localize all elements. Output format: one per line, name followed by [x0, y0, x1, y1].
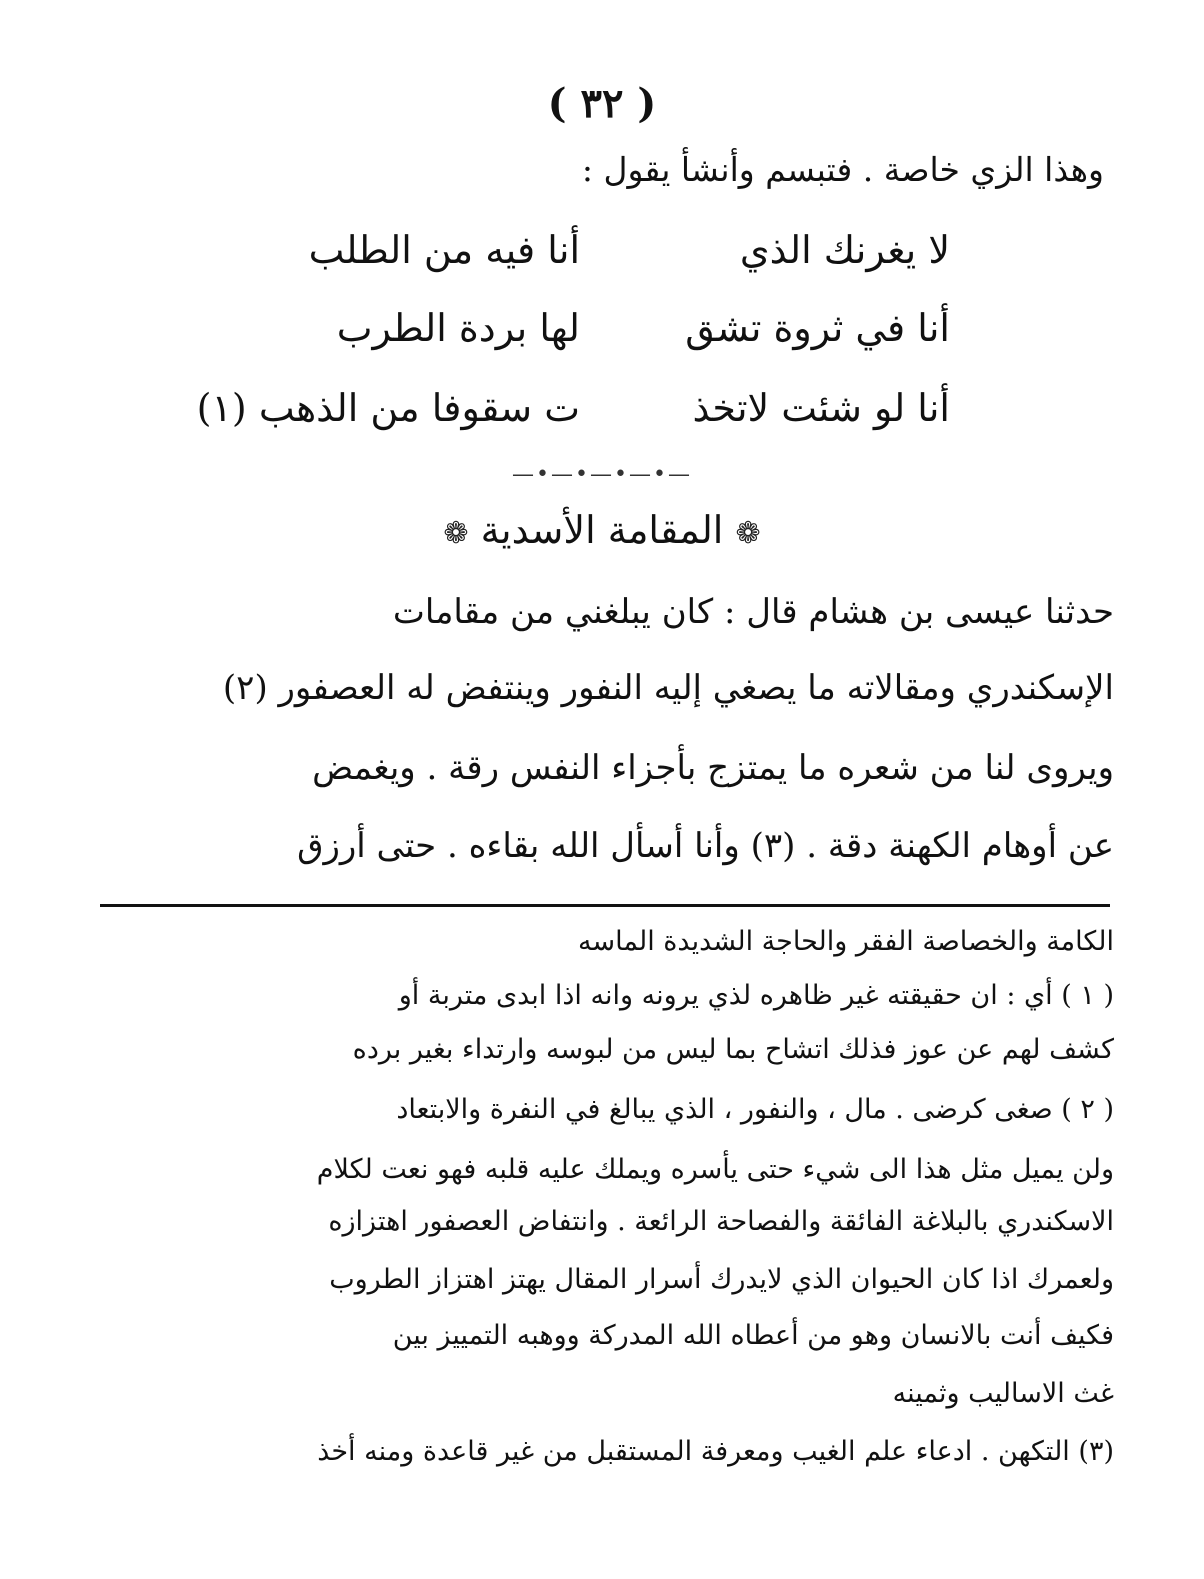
verse-3-first-hemistich: أنا لو شئت لاتخذ — [692, 386, 950, 430]
verse-2 — [200, 306, 1000, 366]
body-line: الإسكندري ومقالاته ما يصغي إليه النفور وينتفض له العصفور (٢) — [222, 668, 1114, 708]
body-line: عن أوهام الكهنة دقة . (٣) وأنا أسأل الله بقاءه . حتى أرزق — [297, 826, 1114, 866]
section-title-text: المقامة الأسدية — [480, 508, 724, 552]
body-line: ويروى لنا من شعره ما يمتزج بأجزاء النفس رقة . ويغمض — [312, 748, 1114, 788]
body-line: حدثنا عيسى بن هشام قال : كان يبلغني من مقامات — [392, 592, 1114, 632]
page-number: ( ٣٢ ) — [547, 80, 657, 127]
verse-1-first-hemistich: لا يغرنك الذي — [739, 228, 950, 272]
footnote-line: ولن يميل مثل هذا الى شيء حتى يأسره ويملك عليه قلبه فهو نعت لكلام — [316, 1154, 1114, 1185]
footnote-line: ولعمرك اذا كان الحيوان الذي لايدرك أسرار المقال يهتز اهتزاز الطروب — [329, 1264, 1114, 1295]
footnote-line: فكيف أنت بالانسان وهو من أعطاه الله المدركة ووهبه التمييز بين — [392, 1320, 1114, 1351]
footnote-line: ( ٢ ) صغى كرضى . مال ، والنفور ، الذي يبالغ في النفرة والابتعاد — [396, 1094, 1114, 1125]
title-ornament-right-icon: ❁ — [735, 516, 761, 551]
footnote-line: الكامة والخصاصة الفقر والحاجة الشديدة الماسه — [578, 926, 1114, 957]
verse-2-second-hemistich: لها بردة الطرب — [336, 306, 580, 350]
footnote-line: ( ١ ) أي : ان حقيقته غير ظاهره لذي يرونه وانه اذا ابدى متربة أو — [398, 980, 1114, 1011]
footnote-line: (٣) التكهن . ادعاء علم الغيب ومعرفة المستقبل من غير قاعدة ومنه أخذ — [317, 1436, 1114, 1467]
verse-3-second-hemistich: ت سقوفا من الذهب (١) — [196, 386, 580, 430]
section-title — [0, 508, 1204, 552]
verse-1-second-hemistich: أنا فيه من الطلب — [308, 228, 580, 272]
footnote-line: غث الاساليب وثمينه — [892, 1378, 1114, 1409]
section-divider-ornament: —•—•—•—•— — [512, 462, 692, 487]
verse-1 — [200, 228, 1000, 288]
verse-2-first-hemistich: أنا في ثروة تشق — [685, 306, 950, 350]
verse-3 — [196, 386, 1000, 446]
footnote-line: كشف لهم عن عوز فذلك اتشاح بما ليس من لبوسه وارتداء بغير برده — [352, 1034, 1114, 1065]
intro-line: وهذا الزي خاصة . فتبسم وأنشأ يقول : — [581, 150, 1104, 189]
footnote-line: الاسكندري بالبلاغة الفائقة والفصاحة الرائعة . وانتفاض العصفور اهتزازه — [328, 1206, 1114, 1237]
footnote-separator — [100, 904, 1110, 907]
title-ornament-left-icon: ❁ — [443, 516, 469, 551]
